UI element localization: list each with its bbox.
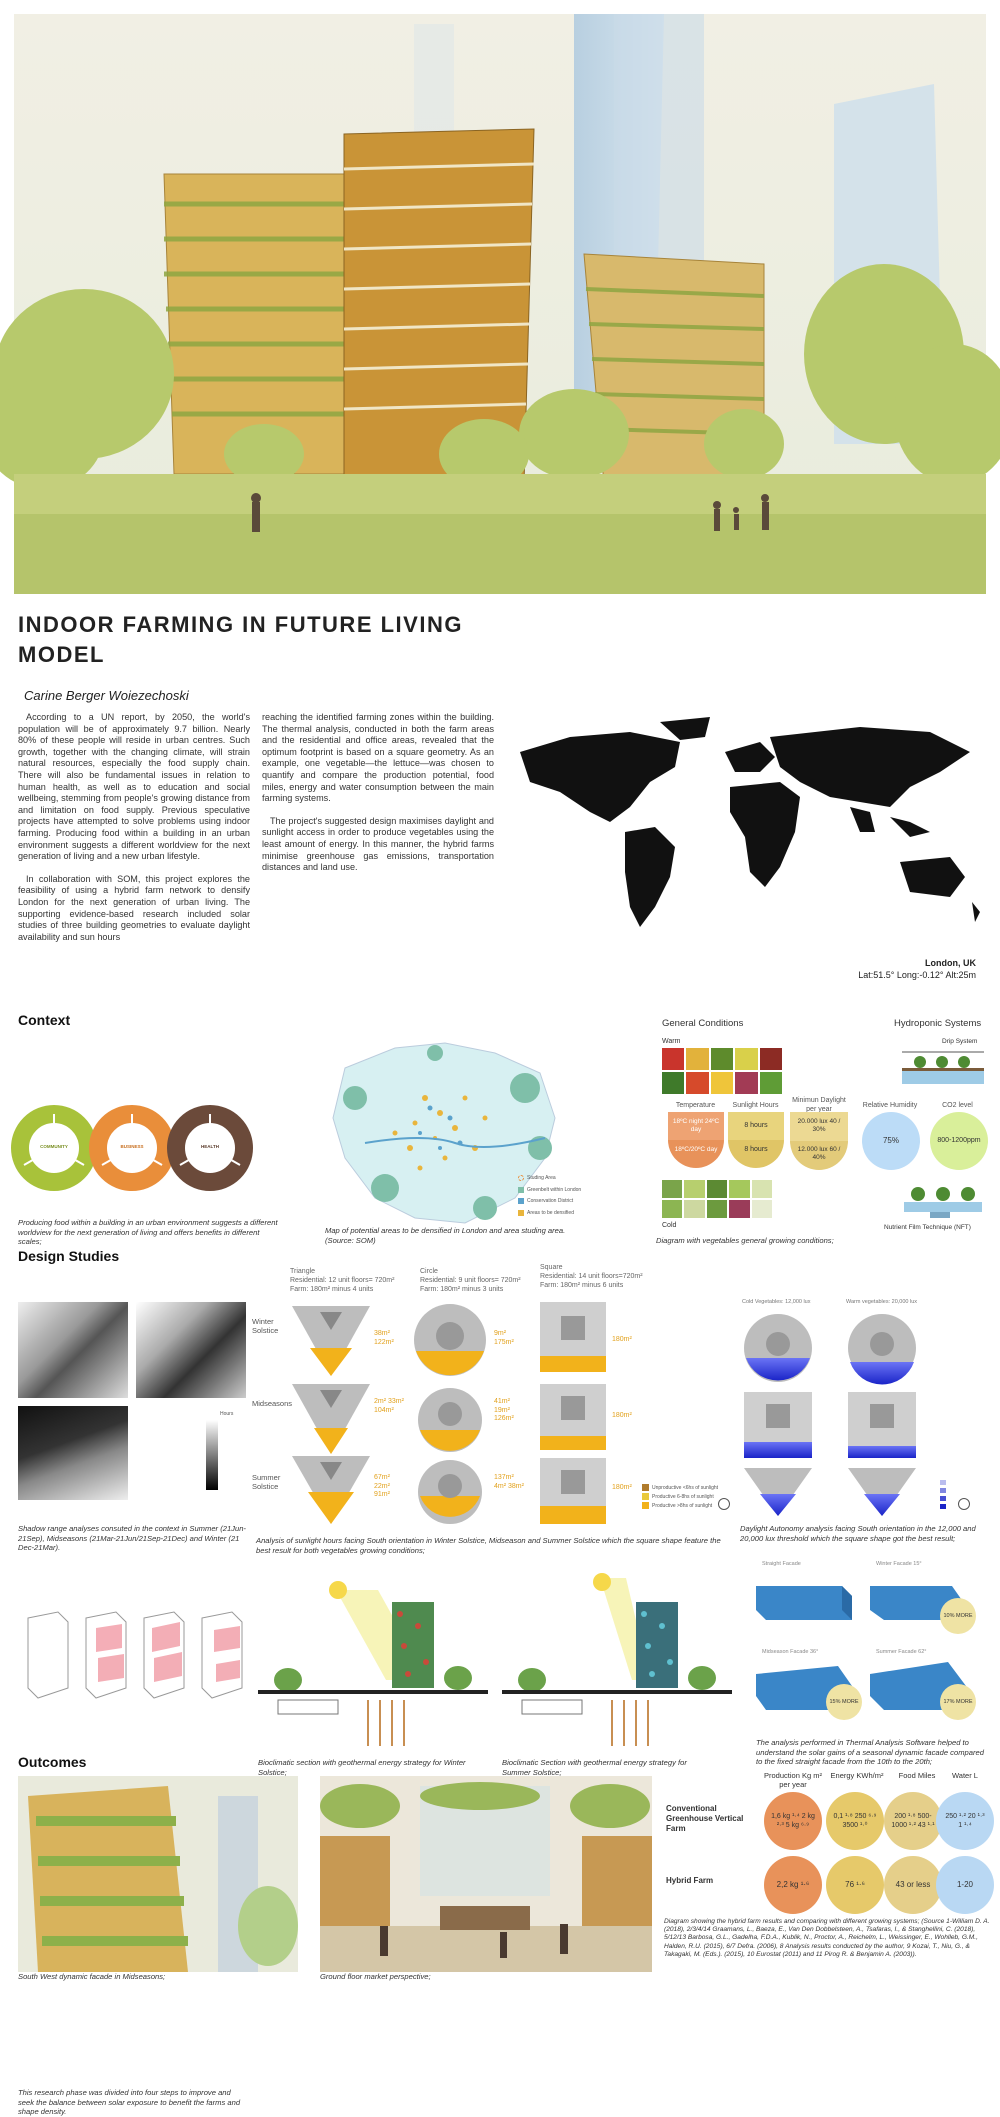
- outcome-header: Production Kg m² per year: [764, 1771, 822, 1789]
- legend-label: Productive >8hs of sunlight: [652, 1502, 713, 1509]
- shape-line: Residential: 12 unit floors= 720m²: [290, 1277, 395, 1284]
- facade-label: Summer Facade 62°: [876, 1649, 927, 1655]
- col-header: CO2 level: [942, 1102, 973, 1109]
- hydroponic-title: Hydroponic Systems: [894, 1018, 982, 1029]
- shape-name: Square: [540, 1264, 563, 1271]
- humidity-circle: [862, 1112, 920, 1170]
- caption-thermal: The analysis performed in Thermal Analysis Software helped to understand the solar gains of a seasonal dynamic facade compared to the fixed straight facade from the 10th to the 20th;: [756, 1738, 984, 1766]
- nft-diagram: [900, 1180, 986, 1220]
- co2-value: 800-1200ppm: [937, 1137, 981, 1145]
- outcome-header: Water L: [952, 1771, 978, 1780]
- warm-vegetables: [662, 1048, 782, 1094]
- square-value: 180m²: [612, 1412, 632, 1419]
- legend-label: Greenbelt within London: [527, 1186, 582, 1193]
- square-value: 180m²: [612, 1336, 632, 1343]
- warm-label: Warm: [662, 1038, 681, 1045]
- benefit-wheels: [18, 1110, 248, 1190]
- shape-line: Farm: 180m² minus 4 units: [290, 1286, 374, 1293]
- location-city: London, UK: [925, 958, 976, 968]
- caption-sunlight: Analysis of sunlight hours facing South orientation in Winter Solstice, Midseason and Summer Solstice which the square shape feature the best result for both vegetables growing conditions;: [256, 1536, 721, 1555]
- legend-swatch: [518, 1210, 524, 1216]
- caption-summer-section: Bioclimatic Section with geothermal energy strategy for Summer Solstice;: [502, 1758, 687, 1777]
- caption-daylight: Daylight Autonomy analysis facing South orientation in the 12,000 and 20,000 lux threshold which the square shape got the best result;: [740, 1524, 976, 1543]
- section-title-design-studies: Design Studies: [18, 1248, 120, 1264]
- legend-swatch: [642, 1493, 649, 1500]
- hours-scale: [206, 1420, 218, 1490]
- caption-winter-section: Bioclimatic section with geothermal energy strategy for Winter Solstice;: [258, 1758, 466, 1777]
- da-title: Cold Vegetables: 12,000 lux: [742, 1299, 811, 1305]
- summer-section-diagram: [502, 1570, 732, 1746]
- legend-label: Productive 6-8hs of sunlight: [652, 1493, 714, 1500]
- body-column-1: [18, 712, 250, 954]
- facade-render: [18, 1776, 298, 1972]
- row-label: Summer Solstice: [252, 1473, 281, 1491]
- hero-illustration: [14, 14, 986, 594]
- caption-market-render: Ground floor market perspective;: [320, 1972, 431, 1981]
- energy-conventional-value: 0,1 ¹·⁸ 250 ⁶·⁹ 3500 ¹·⁰: [833, 1813, 877, 1829]
- production-hybrid: [764, 1856, 822, 1914]
- col-header: Minimun Daylight per year: [792, 1097, 846, 1113]
- shadow-analysis-images: [18, 1302, 248, 1500]
- daylight-cold-value: 12.000 lux 60 / 40%: [797, 1146, 841, 1161]
- shape-line: Farm: 180m² minus 6 units: [540, 1282, 624, 1289]
- food-miles-conventional-value: 200 ¹·⁸ 500-1000 ¹·² 43 ¹·¹: [891, 1813, 935, 1829]
- winter-section-diagram: [258, 1570, 488, 1746]
- wheel-label: COMMUNITY: [40, 1144, 68, 1149]
- sunlight-cold-value: 8 hours: [744, 1146, 768, 1153]
- section-title-outcomes: Outcomes: [18, 1754, 87, 1770]
- caption-outcomes: Diagram showing the hybrid farm results and comparing with different growing systems; (Source 1-William D. A. (2018), 2/3/4/14 Graamans, L., Baeza, E., Van Den Dobbelsteen, A., Tsafaras, I., & Stanghellini, C. (2018), 5/12/13 Barbosa, G.L., Gadelha, F.D.A., Kublik, N., Proctor, A., Reichelm, L., Weissinger, E., Wohlleb, G.M., Halden, R.U. (2015), 6/7 Defra. (2006), 8 Analysis results conducted by the author, 9 Kozai, T., Niu, G., & Takagaki, M. (Eds.). (2015), 10 Eurostat (2011) and 11 Pirog R. & Benjamin A. (2003)).: [664, 1918, 990, 1958]
- da-title: Warm vegetables: 20,000 lux: [846, 1299, 918, 1305]
- temperature-circle: [668, 1112, 724, 1168]
- caption-benefits: Producing food within a building in an urban environment suggests a different worldview for the next generation of living and offers benefits in different scales;: [18, 1218, 278, 1246]
- facade-badge-text: 15% MORE: [829, 1699, 859, 1705]
- wheel-label: BUSINESS: [120, 1144, 144, 1149]
- body-paragraph: reaching the identified farming zones within the building. The thermal analysis, conducted in both the farm areas and the residential and office areas, revealed that the optimum footprint is based on a square geometry. As an example, one vegetable—the lettuce—was chosen to quantify and compare the production potential, food miles, energy and water consumption between the main farming systems.: [262, 712, 494, 804]
- shape-line: Residential: 14 unit floors=720m²: [540, 1273, 643, 1280]
- legend-swatch: [518, 1175, 524, 1181]
- caption-conditions: Diagram with vegetables general growing conditions;: [656, 1236, 834, 1245]
- compass-icon: [958, 1498, 970, 1510]
- production-conventional: [764, 1792, 822, 1850]
- shape-name: Triangle: [290, 1268, 316, 1275]
- circle-value: 137m² 4m² 38m²: [494, 1474, 524, 1490]
- caption-facade-render: South West dynamic facade in Midseasons;: [18, 1972, 166, 1981]
- production-hybrid-value: 2,2 kg ¹·⁶: [776, 1880, 810, 1890]
- row-label: Midseasons: [252, 1399, 293, 1408]
- outcome-header: Food Miles: [898, 1771, 936, 1780]
- triangle-value: 38m² 122m²: [374, 1330, 394, 1346]
- col-header: Sunlight Hours: [732, 1102, 779, 1109]
- hours-label: Hours: [220, 1411, 234, 1417]
- conditions-title: General Conditions: [662, 1018, 744, 1029]
- sunlight-warm-value: 8 hours: [744, 1122, 768, 1129]
- location-coords: Lat:51.5° Long:-0.12° Alt:25m: [858, 970, 976, 980]
- facade-badge-text: 17% MORE: [943, 1699, 973, 1705]
- facade-label: Straight Facade: [762, 1561, 801, 1567]
- triangle-value: 67m² 22m² 91m²: [374, 1474, 390, 1498]
- shape-name: Circle: [420, 1268, 438, 1275]
- row-label: Winter Solstice: [252, 1317, 279, 1335]
- compass-icon: [718, 1498, 730, 1510]
- sunlight-legend: [642, 1484, 722, 1509]
- legend-swatch: [642, 1484, 649, 1491]
- col-header: Relative Humidity: [862, 1102, 918, 1109]
- col-header: Temperature: [675, 1102, 716, 1109]
- shape-line: Residential: 9 unit floors= 720m²: [420, 1277, 521, 1284]
- daylight-warm-value: 20.000 lux 40 / 30%: [797, 1118, 841, 1133]
- author-name: Carine Berger Woiezechoski: [24, 688, 189, 703]
- wheel-label: HEALTH: [201, 1144, 219, 1149]
- water-conventional: [936, 1792, 994, 1850]
- sunlight-analysis-grid: [290, 1296, 620, 1528]
- energy-hybrid-value: 76 ¹·⁶: [845, 1880, 865, 1890]
- body-column-2: [262, 712, 494, 885]
- sunlight-circle: [728, 1112, 784, 1168]
- co2-circle: [930, 1112, 988, 1170]
- facade-badge-text: 10% MORE: [943, 1613, 973, 1619]
- row-label-hybrid: Hybrid Farm: [666, 1876, 714, 1885]
- legend-swatch: [642, 1502, 649, 1509]
- facade-label: Winter Facade 15°: [876, 1561, 922, 1567]
- caption-london-map: Map of potential areas to be densified in London and area studing area. (Source: SOM): [325, 1226, 566, 1245]
- facade-badge: [940, 1598, 976, 1634]
- body-paragraph: According to a UN report, by 2050, the world's population will be of approximately 9.7 billion. Nearly 80% of these people will reside in urban centres. Such growth, together with the changing climate, will strain natural resources, especially the food supply chain. There will also be fundamental issues in relation to human health, as well as to education and social wellbeing, stemming from people's growing distance from and limitation on food supply. Previous speculative projects have attempted to solve problems using indoor farming. Producing food within a building in an urban environment suggests a different worldview for the next generation of living and a new urban lifestyle.: [18, 712, 250, 862]
- production-conventional-value: 1,6 kg ¹·⁴ 2 kg ²·³ 5 kg ⁶·⁹: [771, 1813, 815, 1829]
- facade-badge: [826, 1684, 862, 1720]
- cold-label: Cold: [662, 1222, 677, 1229]
- facade-label: Midseason Facade 36°: [762, 1649, 819, 1655]
- legend-label: Areas to be densified: [527, 1209, 574, 1216]
- temperature-cold-value: 18ºC/20ºC day: [674, 1146, 718, 1153]
- circle-value: 41m² 19m² 126m²: [494, 1398, 514, 1422]
- legend-label: Studing Area: [527, 1175, 556, 1181]
- nft-label: Nutrient Film Technique (NFT): [884, 1224, 971, 1231]
- daylight-autonomy-grid: [744, 1308, 974, 1518]
- daylight-circle: [790, 1112, 848, 1170]
- square-value: 180m²: [612, 1484, 632, 1491]
- section-title-context: Context: [18, 1012, 71, 1028]
- energy-hybrid: [826, 1856, 884, 1914]
- humidity-value: 75%: [882, 1136, 899, 1146]
- body-paragraph: The project's suggested design maximises daylight and sunlight access in order to produce vegetables using the least amount of energy. In this manner, the hybrid farms minimise greenhouse gas emissions, transportation distances and land use.: [262, 815, 494, 873]
- legend-swatch: [518, 1198, 524, 1204]
- caption-steps: This research phase was divided into four steps to improve and seek the balance between solar exposure to benefit the farms and shape density.: [18, 2088, 241, 2116]
- facade-badge: [940, 1684, 976, 1720]
- market-render: [320, 1776, 652, 1972]
- legend-label: Unproductive <6hs of sunlight: [652, 1484, 719, 1491]
- caption-shadow: Shadow range analyses consuted in the context in Summer (21Jun-21Sep), Midseasons (21Mar-21Jun/21Sep-21Dec) and Winter (21 Dec-21Mar).: [18, 1524, 246, 1552]
- world-map: [510, 712, 990, 952]
- legend-label: Conservation District: [527, 1198, 574, 1204]
- drip-label: Drip System: [942, 1038, 978, 1045]
- energy-conventional: [826, 1792, 884, 1850]
- page-title: INDOOR FARMING IN FUTURE LIVING MODEL: [18, 612, 463, 667]
- temperature-warm-value: 18ºC night 24ºC day: [672, 1118, 720, 1133]
- london-map-legend: [518, 1174, 608, 1217]
- water-conventional-value: 250 ¹·² 20 ¹·³ 1 ¹·⁴: [945, 1813, 985, 1829]
- row-label-conventional: Conventional Greenhouse Vertical Farm: [666, 1804, 744, 1833]
- triangle-value: 2m² 33m² 104m²: [374, 1398, 404, 1414]
- water-hybrid-value: 1-20: [956, 1880, 973, 1890]
- design-steps-diagram: [18, 1608, 248, 1708]
- drip-system-diagram: [900, 1048, 986, 1088]
- legend-swatch: [518, 1187, 524, 1193]
- circle-value: 9m² 175m²: [494, 1330, 514, 1346]
- food-miles-conventional: [884, 1792, 942, 1850]
- shape-line: Farm: 180m² minus 3 units: [420, 1286, 504, 1293]
- cold-vegetables: [662, 1180, 772, 1218]
- body-paragraph: In collaboration with SOM, this project explores the feasibility of using a hybrid farm network to densify London for the next generation of urban living. The supporting evidence-based research included solar studies of three building geometries to evaluate daylight availability and sun hours: [18, 873, 250, 942]
- food-miles-hybrid: [884, 1856, 942, 1914]
- food-miles-hybrid-value: 43 or less: [895, 1880, 931, 1890]
- water-hybrid: [936, 1856, 994, 1914]
- outcome-header: Energy KWh/m²: [830, 1771, 884, 1780]
